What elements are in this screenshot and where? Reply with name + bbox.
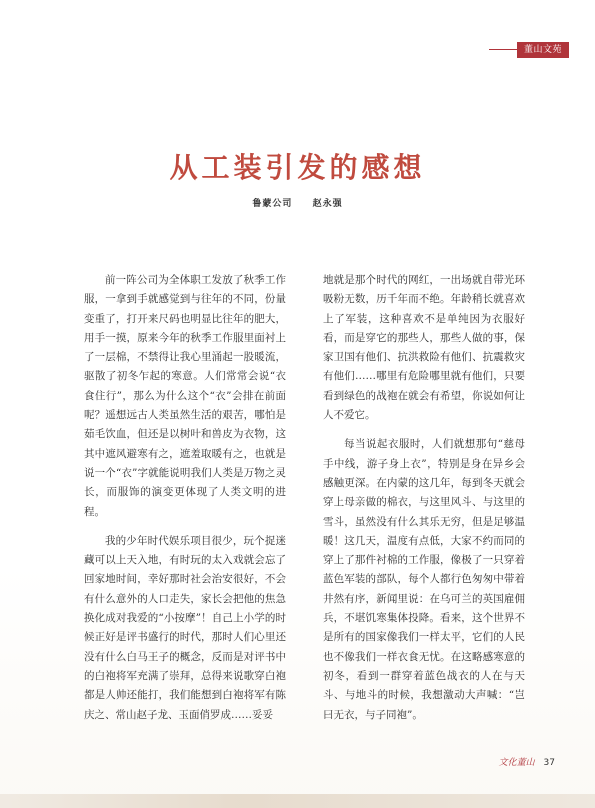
bottom-decoration [0,794,595,808]
byline [0,196,595,209]
right-column [323,271,525,725]
section-tag: 董山文苑 [517,42,569,58]
article-title: 从工装引发的感想 [169,151,426,184]
author-organization: 鲁蒙公司 [252,199,293,209]
left-column [84,271,286,725]
paragraph-continued: 地就是那个时代的网红，一出场就自带光环吸粉无数，历千年而不绝。年龄稍长就喜欢上了军装，这种喜欢不是单纯因为衣服好看，而是穿它的那些人，那些人做的事，保家卫国有他们、抗洪救险有他们、抗震救灾有他们……哪里有危险哪里就有他们，只要看到绿色的战袍在就会有希望，你说如何让人不爱它。 [323,274,525,422]
author-name: 赵永强 [312,199,343,209]
paragraph: 前一阵公司为全体职工发放了秋季工作服，一拿到手就感觉到与往年的不同，份量变重了，打开来尺码也明显比往年的肥大，用手一摸，原来今年的秋季工作服里面衬上了一层棉，不禁得让我心里涌起一股暖流，驱散了初冬乍起的寒意。人们常常会说“衣食住行”，那么为什么这个“衣”会排在前面呢？遥想远古人类虽然生活的艰苦，哪怕是茹毛饮血，但还是以树叶和兽皮为衣物，这其中遮风避寒有之，遮羞取暖有之，也就是说一个“衣”字就能说明我们人类是万物之灵长，而服饰的演变更体现了人类文明的进程。 [84,274,286,518]
paragraph: 每当说起衣服时，人们就想那句“慈母手中线，游子身上衣”，特别是身在异乡会感触更深。在内蒙的这几年，每到冬天就会穿上母亲做的棉衣，与这里风斗、与这里的雪斗，虽然没有什么其乐无穷，但是足够温暖！这几天，温度有点低，大家不约而同的穿上了那件衬棉的工作服，像极了一只穿着蓝色军装的部队，每个人都行色匆匆中带着井然有序，新闻里说：在乌可兰的英国雇佣兵，不堪饥寒集体投降。看来，这个世界不是所有的国家像我们一样太平，它们的人民也不像我们一样衣食无忧。在这略感寒意的初冬，看到一群穿着蓝色战衣的人在与天斗、与地斗的时候，我想激动大声喊：“岂曰无衣，与子同袍”。 [323,438,525,721]
page-number: 37 [543,758,555,768]
page-footer [499,755,555,768]
paragraph: 我的少年时代娱乐项目很少，玩个捉迷藏可以上天入地，有时玩的太入戏就会忘了回家地时间，幸好那时社会治安很好，不会有什么意外的人口走失，家长会把他的焦急换化成对我爱的“小按摩”！自己上小学的时候正好是评书盛行的时代，那时人们心里还没有什么白马王子的概念，反而是对评书中的白袍将军充满了崇拜，总得来说歌穿白袍都是人帅还能打，我们能想到白袍将军有陈庆之、常山赵子龙、玉面俏罗成……妥妥 [84,534,286,721]
magazine-brand: 文化董山 [498,758,535,768]
section-tag-rule [489,49,517,50]
